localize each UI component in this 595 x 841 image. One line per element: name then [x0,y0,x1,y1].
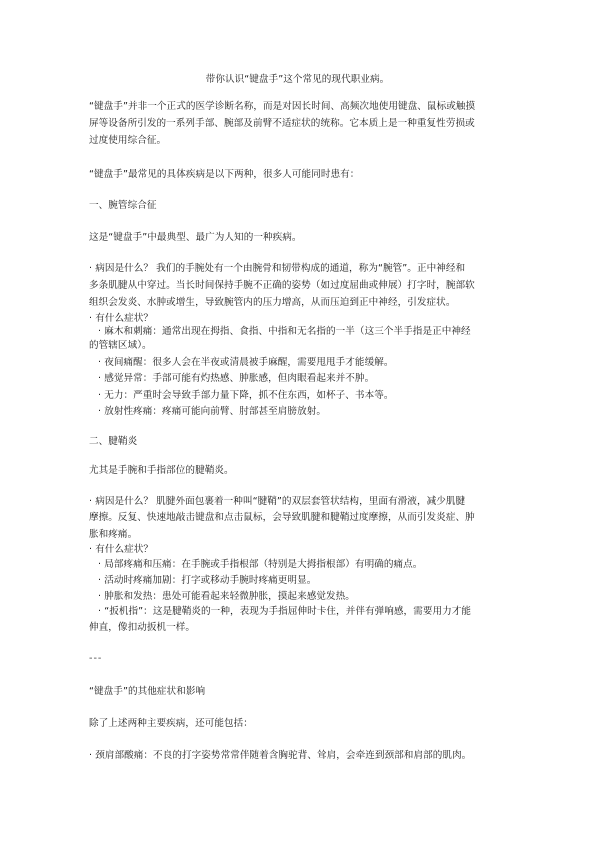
section2-symptom-item: · 局部疼痛和压痛：在手腕或手指根部（特别是大拇指根部）有明确的痛点。 [98,559,423,570]
other-intro: 除了上述两种主要疾病，还可能包括： [89,718,253,729]
intro-paragraph-line: 过度使用综合征。 [89,135,167,146]
section1-symptoms-label: · 有什么症状？ [89,313,154,324]
section2-symptom-item: · “扳机指”：这是腱鞘炎的一种，表现为手指屈伸时卡住，并伴有弹响感，需要用力才能 [98,606,472,617]
section1-symptom-item: · 无力：严重时会导致手部力量下降，抓不住东西，如杯子、书本等。 [98,390,394,401]
section2-symptom-item-cont: 伸直，像扣动扳机一样。 [89,622,196,633]
section1-symptom-item: · 夜间痛醒：很多人会在半夜或清晨被手麻醒，需要甩甩手才能缓解。 [98,357,394,368]
section1-heading: 一、腕管综合征 [89,200,157,211]
intro-paragraph-line: 屏等设备所引发的一系列手部、腕部及前臂不适症状的统称。它本质上是一种重复性劳损或 [89,118,475,129]
section1-symptom-item-cont: 的管辖区域）。 [89,340,152,351]
section1-symptom-item: · 放射性疼痛：疼痛可能向前臂、肘部甚至肩膀放射。 [98,406,327,417]
section1-cause-line: 多条肌腱从中穿过。当长时间保持手腕不正确的姿势（如过度屈曲或伸展）打字时，腕部软 [89,280,475,291]
horizontal-divider: --- [89,653,103,664]
section2-intro: 尤其是手腕和手指部位的腱鞘炎。 [89,465,234,476]
document-title: 带你认识“键盘手”这个常见的现代职业病。 [205,74,390,85]
section2-heading: 二、腱鞘炎 [89,436,138,447]
section2-symptoms-label: · 有什么症状？ [89,544,154,555]
section2-cause-line: · 病因是什么？ 肌腱外面包裹着一种叫“腱鞘”的双层套管状结构，里面有滑液，减少肌腱 [89,496,466,507]
common-diseases-intro: “键盘手”最常见的具体疾病是以下两种，很多人可能同时患有： [89,169,360,180]
section1-symptom-item: · 感觉异常：手部可能有灼热感、肿胀感，但肉眼看起来并不肿。 [98,373,375,384]
section1-cause-line: 组织会发炎、水肿或增生，导致腕管内的压力增高，从而压迫到正中神经，引发症状。 [89,297,456,308]
other-heading: “键盘手”的其他症状和影响 [89,686,206,697]
section2-symptom-item: · 肿胀和发热：患处可能看起来轻微肿胀，摸起来感觉发热。 [98,591,355,602]
section1-cause-line: · 病因是什么？ 我们的手腕处有一个由腕骨和韧带构成的通道，称为“腕管”。正中神经和 [89,263,466,274]
section2-cause-line: 摩擦。反复、快速地敲击键盘和点击鼠标，会导致肌腱和腱鞘过度摩擦，从而引发炎症、肿 [89,512,475,523]
other-item: · 颈肩部酸痛：不良的打字姿势常常伴随着含胸驼背、耸肩，会牵连到颈部和肩部的肌肉。 [89,750,472,761]
section2-cause-line: 胀和疼痛。 [89,529,138,540]
section1-intro: 这是“键盘手”中最典型、最广为人知的一种疾病。 [89,232,302,243]
section1-symptom-item: · 麻木和刺痛：通常出现在拇指、食指、中指和无名指的一半（这三个半手指是正中神经 [98,326,471,337]
intro-paragraph-line: “键盘手”并非一个正式的医学诊断名称，而是对因长时间、高频次地使用键盘、鼠标或触摸 [89,101,476,112]
section2-symptom-item: · 活动时疼痛加剧：打字或移动手腕时疼痛更明显。 [98,575,317,586]
